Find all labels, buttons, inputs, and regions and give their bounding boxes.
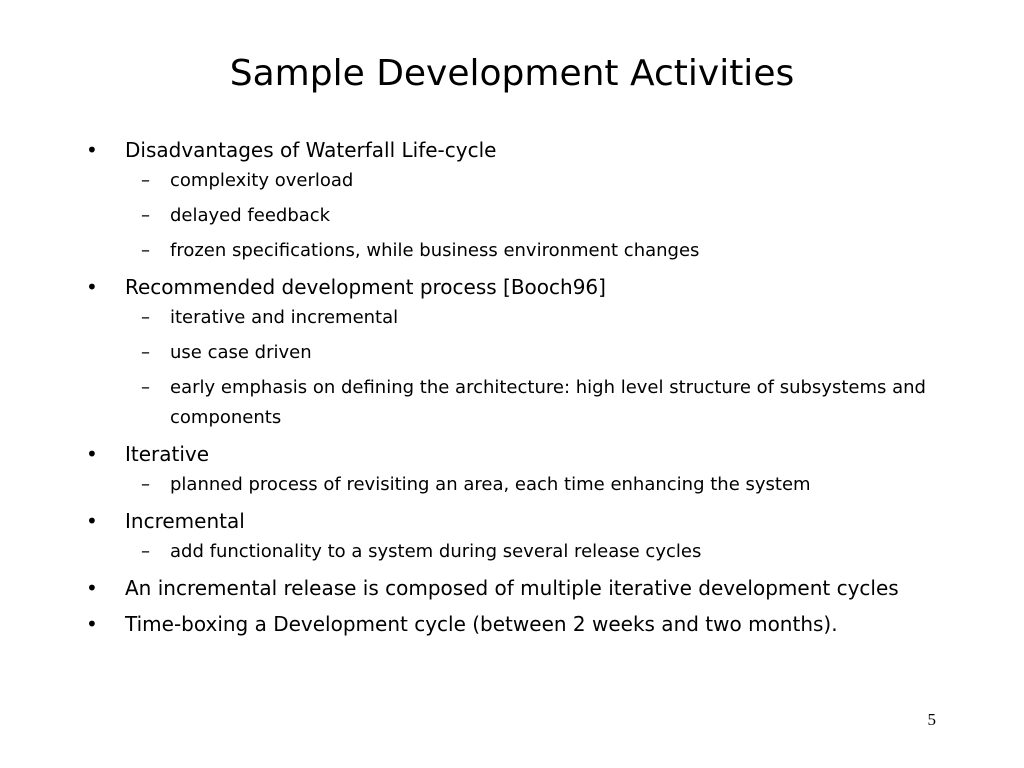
sub-bullet-marker: – <box>141 307 150 328</box>
bullet-marker: • <box>86 576 98 600</box>
sub-bullet-list <box>125 166 946 266</box>
sub-bullet-item <box>125 373 946 433</box>
bullet-marker: • <box>86 442 98 466</box>
bullet-text: An incremental release is composed of multiple iterative development cycles <box>125 576 899 600</box>
bullet-marker: • <box>86 509 98 533</box>
sub-bullet-item <box>125 201 946 231</box>
bullet-text: Time-boxing a Development cycle (between 2 weeks and two months). <box>125 612 838 636</box>
sub-bullet-text: complexity overload <box>170 170 354 191</box>
bullet-list <box>86 135 946 639</box>
bullet-item <box>86 272 946 433</box>
sub-bullet-text: use case driven <box>170 342 312 363</box>
sub-bullet-text: planned process of revisiting an area, each time enhancing the system <box>170 474 811 495</box>
bullet-item <box>86 506 946 567</box>
sub-bullet-list <box>125 303 946 433</box>
sub-bullet-item <box>125 303 946 333</box>
bullet-marker: • <box>86 275 98 299</box>
sub-bullet-item <box>125 236 946 266</box>
sub-bullet-item <box>125 537 946 567</box>
sub-bullet-marker: – <box>141 342 150 363</box>
sub-bullet-text: add functionality to a system during several release cycles <box>170 541 702 562</box>
bullet-marker: • <box>86 138 98 162</box>
sub-bullet-text: delayed feedback <box>170 205 331 226</box>
sub-bullet-list <box>125 470 946 500</box>
slide-title: Sample Development Activities <box>229 53 795 94</box>
bullet-item <box>86 439 946 500</box>
page-number: 5 <box>927 710 936 729</box>
sub-bullet-marker: – <box>141 240 150 261</box>
bullet-text: Incremental <box>125 509 245 533</box>
bullet-text: Disadvantages of Waterfall Life-cycle <box>125 138 497 162</box>
bullet-item <box>86 609 946 639</box>
sub-bullet-text: iterative and incremental <box>170 307 399 328</box>
sub-bullet-marker: – <box>141 205 150 226</box>
sub-bullet-text: frozen specifications, while business environment changes <box>170 240 700 261</box>
bullet-item <box>86 135 946 266</box>
sub-bullet-item <box>125 470 946 500</box>
bullet-marker: • <box>86 612 98 636</box>
bullet-text: Iterative <box>125 442 210 466</box>
sub-bullet-list <box>125 537 946 567</box>
sub-bullet-marker: – <box>141 170 150 191</box>
sub-bullet-item <box>125 338 946 368</box>
sub-bullet-marker: – <box>141 541 150 562</box>
bullet-item <box>86 573 946 603</box>
bullet-text: Recommended development process [Booch96] <box>125 275 606 299</box>
sub-bullet-marker: – <box>141 474 150 495</box>
sub-bullet-item <box>125 166 946 196</box>
sub-bullet-text: early emphasis on defining the architecture: high level structure of subsystems and components <box>170 377 926 428</box>
sub-bullet-marker: – <box>141 377 150 398</box>
